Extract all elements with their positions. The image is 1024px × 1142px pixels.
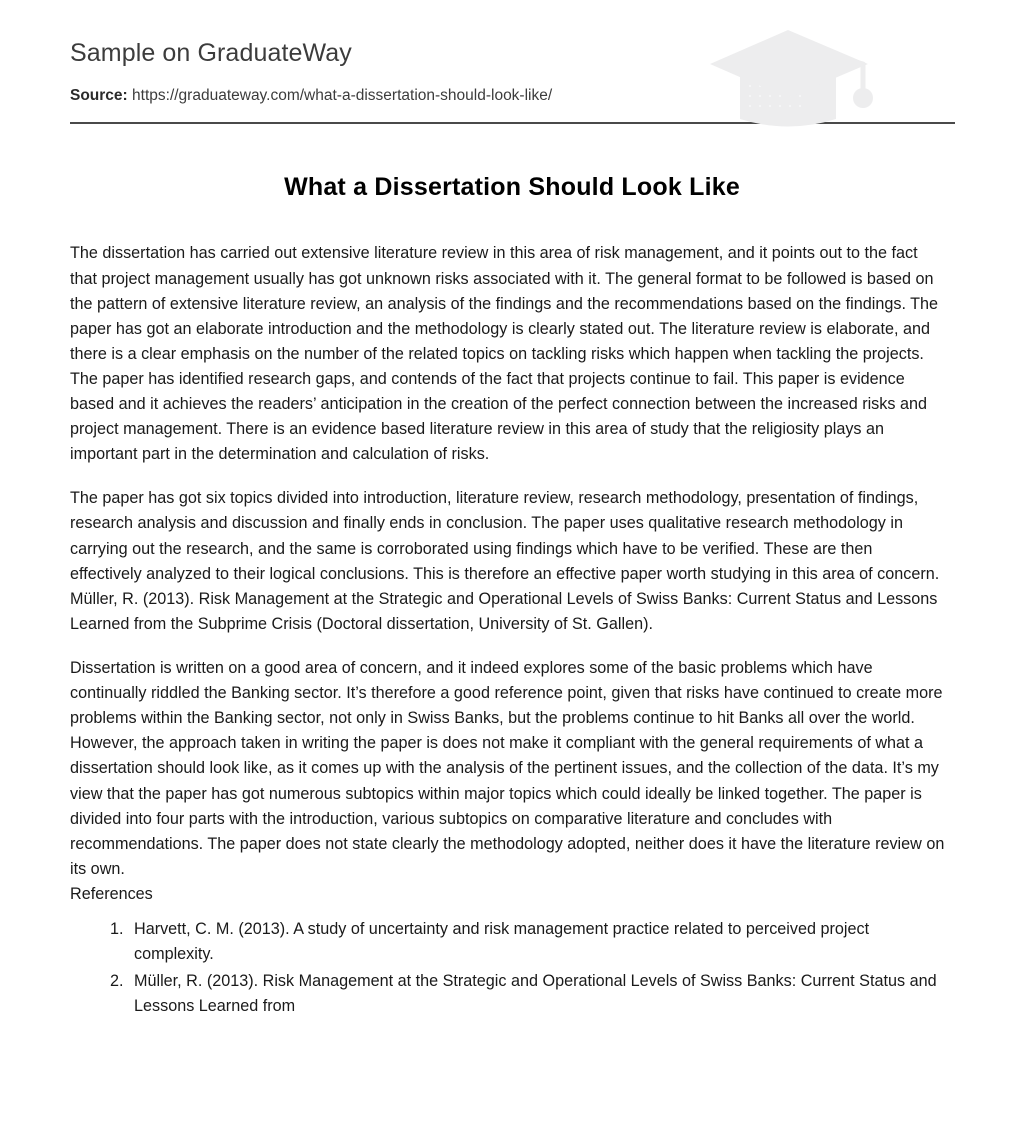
graduation-cap-icon [708,18,908,138]
document-body [70,241,946,1019]
body-paragraph: The paper has got six topics divided into introduction, literature review, research methodology, presentation of findings, research analysis and discussion and finally ends in conclusion. The paper uses qualitative research methodology in carrying out the research, and the same is corroborated using findings which have to be verified. These are then effectively analyzed to their logical conclusions. This is therefore an effective paper worth studying in this area of concern. Müller, R. (2013). Risk Management at the Strategic and Operational Levels of Swiss Banks: Current Status and Lessons Learned from the Subprime Crisis (Doctoral dissertation, University of St. Gallen). [70,489,940,633]
page-title: What a Dissertation Should Look Like [284,173,740,202]
references-heading: References [70,885,153,904]
page-header [70,0,954,124]
source-label: Source: [70,87,128,104]
source-url: https://graduateway.com/what-a-dissertation-should-look-like/ [132,87,553,104]
reference-item: 2. Müller, R. (2013). Risk Management at the Strategic and Operational Levels of Swiss Banks: Current Status and Lessons Learned from [128,969,946,1019]
reference-item: 1. Harvett, C. M. (2013). A study of uncertainty and risk management practice related to perceived project complexity. [128,917,946,967]
body-paragraph: The dissertation has carried out extensive literature review in this area of risk management, and it points out to the fact that project management usually has got unknown risks associated with it. The general format to be followed is based on the pattern of extensive literature review, an analysis of the findings and the recommendations based on the findings. The paper has got an elaborate introduction and the methodology is clearly stated out. The literature review is elaborate, and there is a clear emphasis on the number of the related topics on tackling risks which happen when tackling the projects. The paper has identified research gaps, and contends of the fact that projects continue to fail. This paper is evidence based and it achieves the readers’ anticipation in the creation of the perfect connection between the increased risks and project management. There is an evidence based literature review in this area of study that the religiosity plays an important part in the determination and calculation of risks. [70,244,939,464]
brand-title: Sample on GraduateWay [70,39,352,67]
body-paragraph: Dissertation is written on a good area of concern, and it indeed explores some of the basic problems which have continually riddled the Banking sector. It’s therefore a good reference point, given that risks have continued to create more problems within the Banking sector, not only in Swiss Banks, but the problems continue to hit Banks all over the world. However, the approach taken in writing the paper is does not make it compliant with the general requirements of what a dissertation should look like, as it comes up with the analysis of the pertinent issues, and the collection of the data. It’s my view that the paper has got numerous subtopics within major topics which could ideally be linked together. The paper is divided into four parts with the introduction, various subtopics on comparative literature and concludes with recommendations. The paper does not state clearly the methodology adopted, neither does it have the literature review on its own. [70,659,945,878]
references-list [70,917,946,1019]
